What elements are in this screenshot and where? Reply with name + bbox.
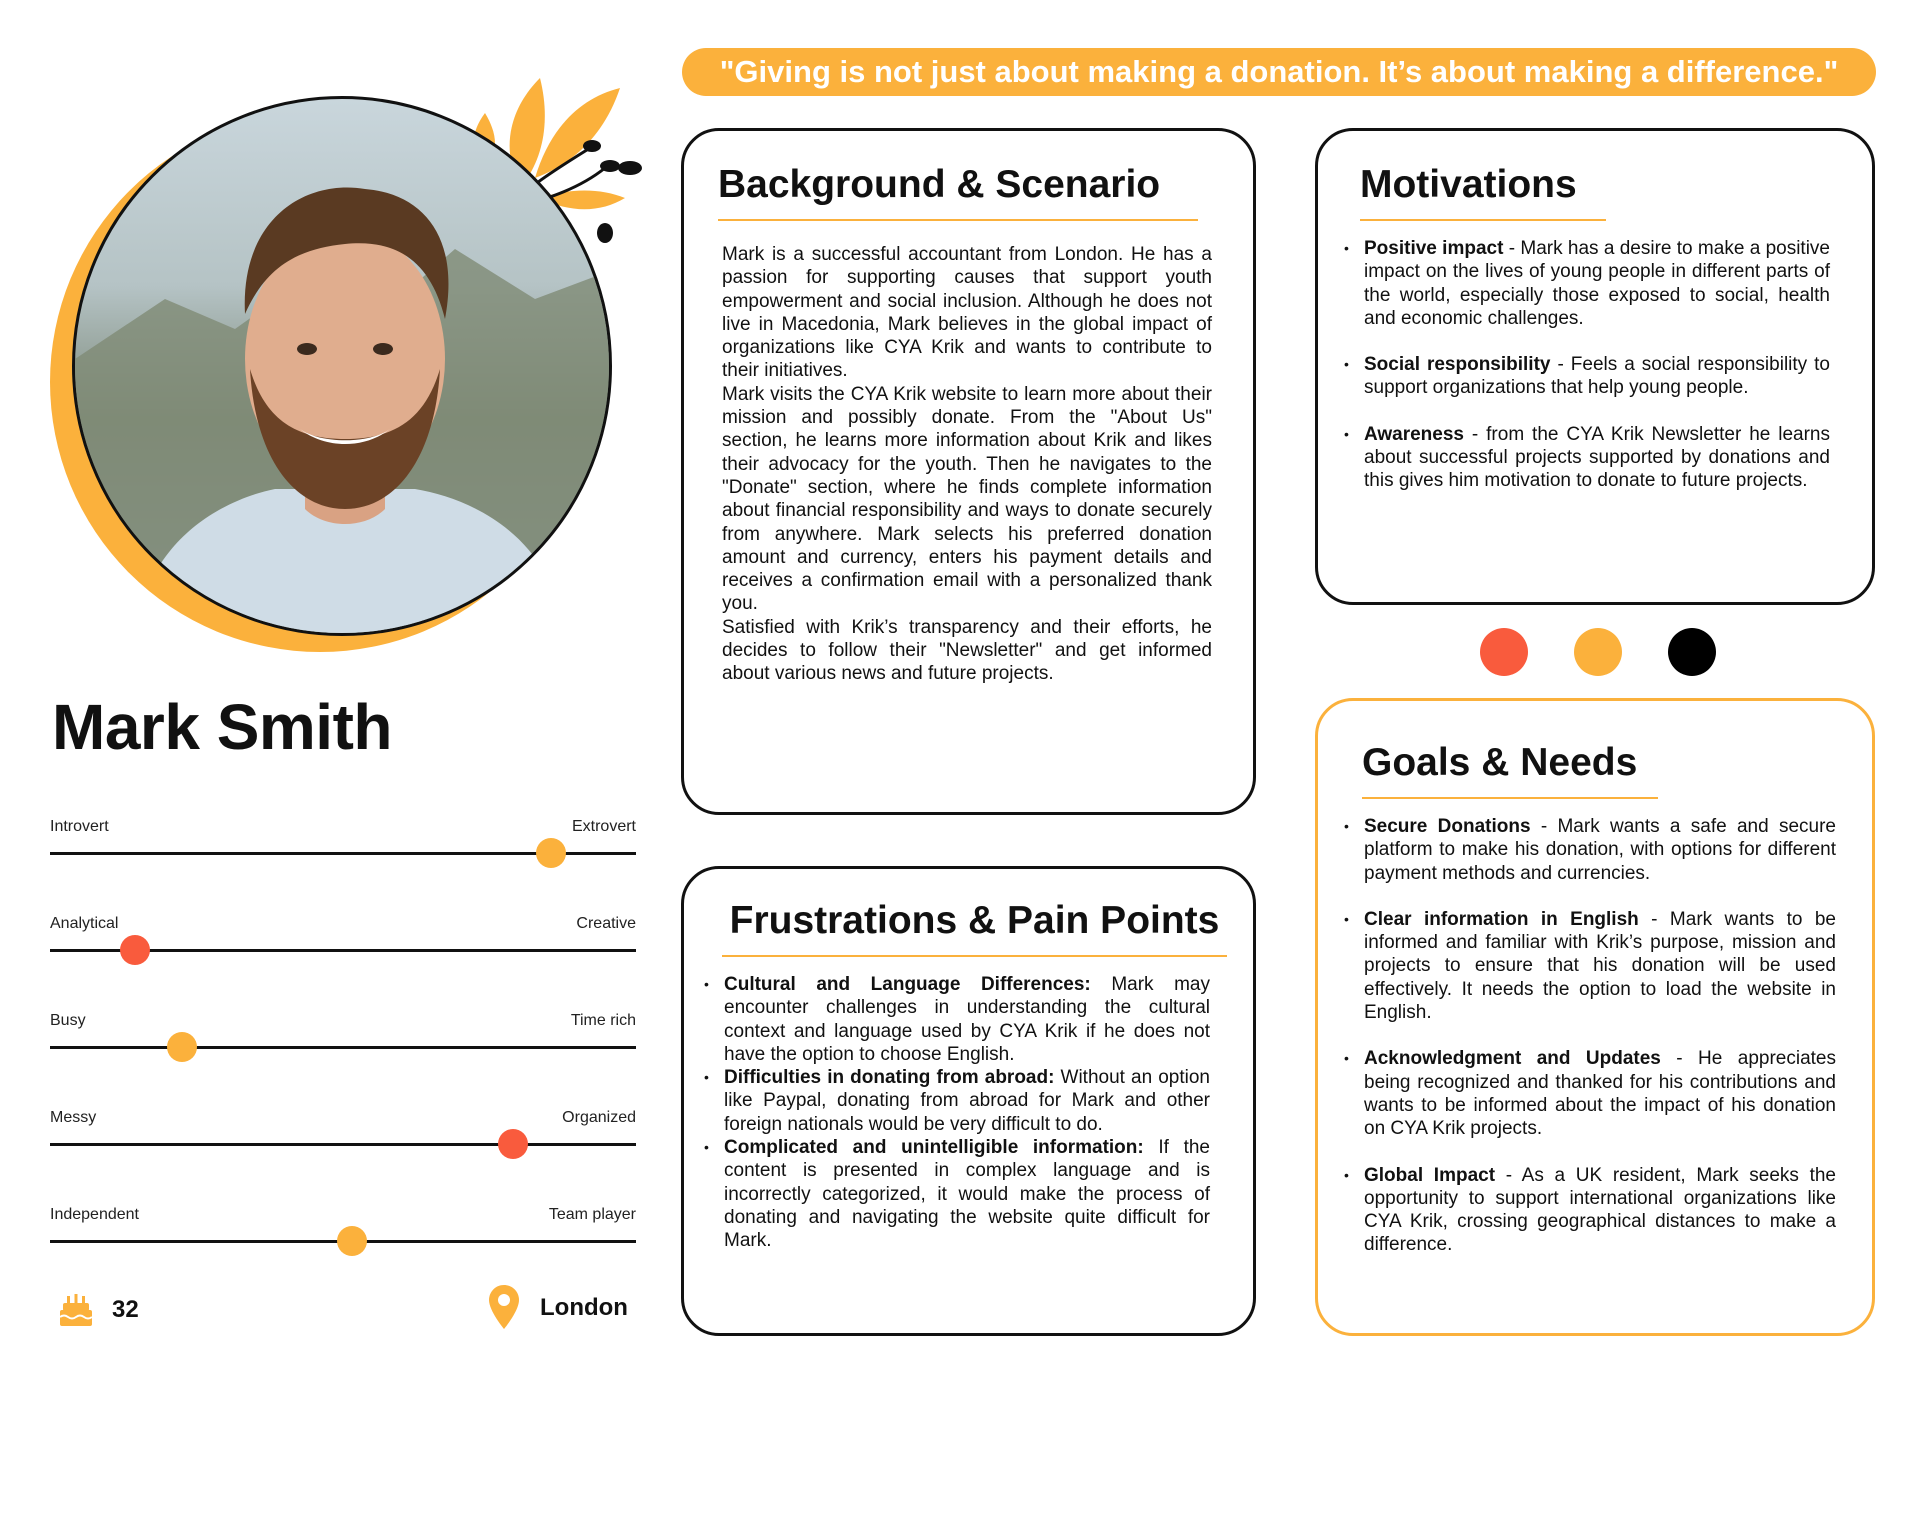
list-item (1342, 423, 1830, 493)
background-paragraph: Mark visits the CYA Krik website to learn more about their mission and possibly donate. From the "About Us" section, he learns more information about Krik and likes their advocacy for the youth. Then he navigates to the "Donate" section, where he finds complete information about financial responsibility and ways to donate securely from anywhere. Mark selects his preferred donation amount and currency, enters his payment details and receives a confirmation email with a personalized thank you. (722, 383, 1212, 615)
list-item-text: Without an option like Paypal, donating from abroad for Mark and other foreign nationals would be very difficult to do. (724, 1067, 1210, 1135)
slider-left-label: Messy (50, 1109, 97, 1126)
persona-name: Mark Smith (52, 691, 392, 763)
slider-left-label: Analytical (50, 915, 119, 932)
frustrations-card (681, 866, 1256, 1336)
list-item-heading: Complicated and unintelligible information: (724, 1137, 1144, 1159)
frustrations-title: Frustrations & Pain Points (722, 899, 1227, 957)
slider-left-label: Introvert (50, 818, 109, 835)
goals-list (1342, 815, 1836, 1257)
persona-age: 32 (112, 1296, 139, 1323)
list-item-text: - Mark has a desire to make a positive impact on the lives of young people in different parts of the world, especially those exposed to social, health and economic challenges. (1364, 238, 1830, 329)
slider-right-label: Team player (548, 1206, 636, 1223)
list-item-text: - Mark wants a safe and secure platform to make his donation, with options for different payment methods and currencies. (1364, 816, 1836, 884)
list-item (1342, 353, 1830, 400)
goals-title: Goals & Needs (1362, 741, 1658, 799)
list-item-text: - Mark wants to be informed and familiar with Krik’s purpose, mission and projects to ensure that his donation will be used effectively. It needs the option to load the website in English. (1364, 908, 1836, 1024)
slider-right-label: Time rich (570, 1012, 636, 1029)
cake-icon (58, 1290, 94, 1328)
persona-location: London (540, 1294, 628, 1321)
background-card (681, 128, 1256, 815)
list-item-heading: Awareness (1364, 423, 1464, 445)
slider-right-label: Extrovert (571, 818, 636, 835)
list-item-heading: Clear information in English (1364, 908, 1639, 930)
list-item-heading: Acknowledgment and Updates (1364, 1048, 1661, 1070)
list-item-heading: Social responsibility (1364, 354, 1551, 376)
slider-knob[interactable] (167, 1032, 197, 1062)
motivations-list (1342, 237, 1830, 493)
list-item-text: - As a UK resident, Mark seeks the opportunity to support international organizations like CYA Krik, crossing geographical distances to make a difference. (1364, 1164, 1836, 1256)
palette-dot (1480, 628, 1528, 676)
list-item-text: Mark may encounter challenges in understanding the cultural context and language used by CYA Krik if he does not have the option to choose English. (724, 974, 1210, 1065)
avatar-illustration (75, 99, 612, 636)
slider-right-label: Organized (562, 1109, 636, 1126)
slider-right-label: Creative (576, 915, 636, 932)
goals-card (1315, 698, 1875, 1336)
list-item-heading: Global Impact (1364, 1164, 1496, 1186)
slider-knob[interactable] (120, 935, 150, 965)
list-item (1342, 908, 1836, 1024)
background-text (722, 243, 1212, 686)
palette-dot (1668, 628, 1716, 676)
slider-left-label: Busy (50, 1012, 86, 1029)
slider-left-label: Independent (50, 1206, 139, 1223)
palette-dot (1574, 628, 1622, 676)
slider-knob[interactable] (337, 1226, 367, 1256)
list-item (1342, 237, 1830, 330)
slider-track (50, 1143, 636, 1146)
list-item (1342, 815, 1836, 885)
background-paragraph: Satisfied with Krik’s transparency and their efforts, he decides to follow their "Newsletter" and get informed about various news and future projects. (722, 616, 1212, 685)
motivations-card (1315, 128, 1875, 605)
map-pin-icon (488, 1284, 520, 1330)
list-item (1342, 1047, 1836, 1140)
list-item-text: If the content is presented in complex language and is incorrectly categorized, it would make the process of donating and navigating the website quite difficult for Mark. (724, 1137, 1210, 1252)
slider-track (50, 1046, 636, 1049)
list-item-heading: Secure Donations (1364, 816, 1531, 837)
frustrations-list (702, 973, 1210, 1253)
list-item (702, 1066, 1210, 1136)
list-item (702, 973, 1210, 1066)
list-item-text: - Feels a social responsibility to support organizations that help young people. (1364, 354, 1830, 399)
slider-knob[interactable] (498, 1129, 528, 1159)
list-item-text: - from the CYA Krik Newsletter he learns about successful projects supported by donations and this gives him motivation to donate to future projects. (1364, 423, 1830, 492)
motivations-title: Motivations (1360, 163, 1606, 221)
list-item (702, 1136, 1210, 1252)
list-item-heading: Cultural and Language Differences: (724, 974, 1091, 995)
list-item-heading: Positive impact (1364, 238, 1504, 259)
quote-banner: "Giving is not just about making a donation. It’s about making a difference." (682, 48, 1876, 96)
avatar (72, 96, 612, 636)
background-paragraph: Mark is a successful accountant from London. He has a passion for supporting causes that support youth empowerment and social inclusion. Although he does not live in Macedonia, Mark believes in the global impact of organizations like CYA Krik and wants to contribute to their initiatives. (722, 244, 1212, 382)
list-item-heading: Difficulties in donating from abroad: (724, 1067, 1055, 1089)
background-title: Background & Scenario (718, 163, 1198, 221)
list-item (1342, 1164, 1836, 1257)
slider-knob[interactable] (536, 838, 566, 868)
color-palette (1480, 628, 1716, 676)
list-item-text: - He appreciates being recognized and thanked for his contributions and wants to be informed about the impact of his donation on CYA Krik projects. (1364, 1048, 1836, 1140)
